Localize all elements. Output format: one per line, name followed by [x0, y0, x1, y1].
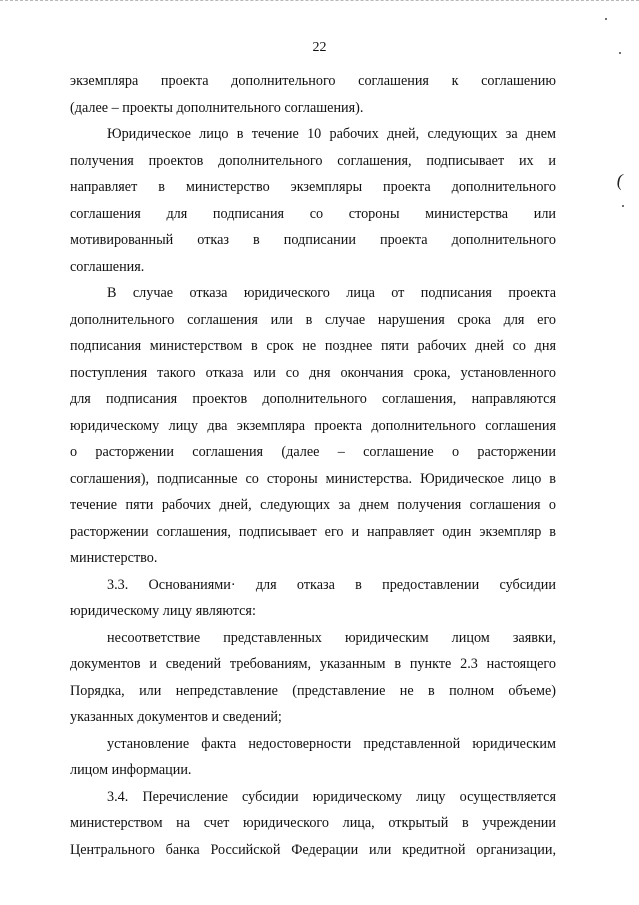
text-line: о расторжении соглашения (далее – соглашение о расторжении — [70, 444, 556, 460]
text-line: Центрального банка Российской Федерации или кредитной организации, — [70, 841, 556, 858]
text-line: направляет в министерство экземпляры проекта дополнительного — [70, 179, 556, 195]
text-line: юридическому лицу два экземпляра проекта дополнительного соглашения — [70, 417, 556, 434]
text-line: юридическому лицу являются: — [70, 603, 256, 619]
text-line: получения проектов дополнительного соглашения, подписывает их и — [70, 152, 556, 169]
text-line: 3.3. Основаниями· для отказа в предоставлении субсидии — [107, 576, 556, 593]
text-line: министерством на счет юридического лица, открытый в учреждении — [70, 815, 556, 831]
text-line: лицом информации. — [70, 762, 192, 778]
scan-speck — [622, 205, 624, 207]
text-line: экземпляра проекта дополнительного соглашения к соглашению — [70, 73, 556, 89]
text-line: соглашения для подписания со стороны министерства или — [70, 205, 556, 222]
scan-speck — [619, 52, 621, 54]
text-line: дополнительного соглашения или в случае нарушения срока для его — [70, 311, 556, 328]
text-line: 3.4. Перечисление субсидии юридическому лицу осуществляется — [107, 788, 556, 805]
scan-top-edge — [0, 0, 639, 4]
text-line: соглашения), подписанные со стороны министерства. Юридическое лицо в — [70, 470, 556, 487]
text-line: соглашения. — [70, 258, 145, 275]
text-line: В случае отказа юридического лица от подписания проекта — [107, 285, 556, 301]
text-line: Юридическое лицо в течение 10 рабочих дней, следующих за днем — [107, 126, 556, 142]
scan-speck — [605, 18, 607, 20]
text-line: несоответствие представленных юридическим лицом заявки, — [107, 629, 556, 646]
text-line: для подписания проектов дополнительного соглашения, направляются — [70, 391, 556, 407]
text-line: расторжении соглашения, подписывает его и направляет один экземпляр в — [70, 523, 556, 540]
text-line: указанных документов и сведений; — [70, 709, 282, 725]
text-line: документов и сведений требованиям, указанным в пункте 2.3 настоящего — [70, 656, 556, 672]
text-line: министерство. — [70, 550, 158, 566]
text-line: Порядка, или непредставление (представление не в полном объеме) — [70, 682, 556, 699]
body-text — [70, 68, 556, 863]
text-line: мотивированный отказ в подписании проекта дополнительного — [70, 232, 556, 248]
text-line: (далее – проекты дополнительного соглашения). — [70, 99, 364, 116]
margin-pen-mark: ( — [615, 169, 625, 191]
text-line: установление факта недостоверности представленной юридическим — [107, 735, 556, 752]
text-line: подписания министерством в срок не позднее пяти рабочих дней со дня — [70, 338, 556, 354]
text-line: поступления такого отказа или со дня окончания срока, установленного — [70, 364, 556, 381]
page-number: 22 — [312, 40, 327, 55]
text-line: течение пяти рабочих дней, следующих за днем получения соглашения о — [70, 497, 556, 513]
